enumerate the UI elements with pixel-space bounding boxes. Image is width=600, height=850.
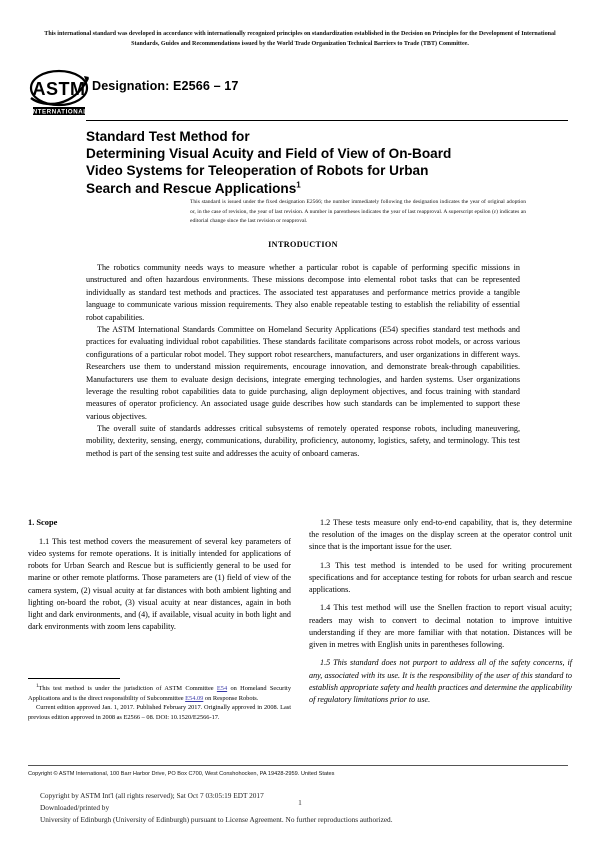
footnote-text-part-3: on Response Robots.	[203, 694, 259, 702]
committee-e54-link[interactable]: E54	[216, 685, 228, 692]
page-title	[86, 128, 556, 197]
introduction-paragraph: The overall suite of standards addresses critical subsystems of remotely operated response robots, including maneuvering, mobility, dexterity, sensing, energy, communications, durability, proficiency, autonomy, logistics, safety, and terminology. This test method is part of the sensing test suite and addresses the acuity of onboard cameras.	[86, 424, 520, 458]
subcommittee-e5409-link[interactable]: E54.09	[185, 694, 204, 702]
footnote-marker: 1	[36, 683, 39, 689]
title-line-4	[86, 180, 556, 197]
introduction-heading: INTRODUCTION	[268, 240, 338, 249]
clause-1-4: 1.4 This test method will use the Snellen fraction to report visual acuity; readers may wish to convert to decimal notation to improve intuitive understanding if they are more familiar with that notation. Distances will be given in metres with English units in parentheses following.	[309, 603, 572, 650]
page-number: 1	[298, 798, 302, 807]
svg-text:INTERNATIONAL: INTERNATIONAL	[30, 108, 88, 116]
copyright-line: Copyright © ASTM International, 100 Barr Harbor Drive, PO Box C700, West Conshohocken, PA 19428-2959. United States	[28, 771, 335, 777]
introduction-body	[86, 262, 520, 460]
license-stamp	[40, 790, 540, 825]
header-divider	[86, 120, 568, 121]
introduction-paragraph: The ASTM International Standards Committee on Homeland Security Applications (E54) specifies standard test methods and practices for evaluating individual robot capabilities. These standards facilitate comparisons across robot models, or across various configurations of a particular robot model. They support robot researchers, manufacturers, and user organizations in different ways. Researchers use them to understand mission requirements, encourage innovation, and demonstrate break-through capabilities. Manufacturers use them to evaluate design decisions, integrate emerging technologies, and harden systems. User organizations leverage the resulting robot capabilities data to guide purchasing, align deployment objectives, and focus training with standard measures of operator proficiency. An associated usage guide describes how such standards can be implemented to support these various objectives.	[86, 324, 520, 421]
stamp-line-1: Copyright by ASTM Int'l (all rights reserved); Sat Oct 7 03:05:19 EDT 2017	[40, 791, 264, 800]
title-footnote-marker: 1	[296, 180, 301, 190]
section-heading-scope: 1. Scope	[28, 518, 58, 527]
astm-logo-icon	[28, 66, 90, 116]
stamp-line-2: Downloaded/printed by	[40, 802, 110, 812]
title-line-1: Standard Test Method for	[86, 129, 250, 144]
right-column	[309, 517, 572, 712]
clause-1-2: 1.2 These tests measure only end-to-end capability, that is, they determine the resolution of the images on the display screen at the operator control unit since that is the important issue for the user.	[309, 518, 572, 552]
footer-divider	[28, 765, 568, 766]
designation-note: This standard is issued under the fixed designation E2566; the number immediately following the designation indicates the year of original adoption or, in the case of revision, the year of last revision. A number in parentheses indicates the year of last reapproval. A superscript epsilon (ε) indicates an editorial change since the last revision or reapproval.	[190, 199, 526, 225]
title-line-4-text: Search and Rescue Applications	[86, 180, 297, 196]
designation-label: Designation: E2566 – 17	[92, 79, 239, 93]
title-line-3: Video Systems for Teleoperation of Robots for Urban	[86, 163, 429, 179]
left-column	[28, 517, 291, 639]
footnote-divider	[28, 678, 120, 679]
footnote-jurisdiction	[28, 684, 291, 703]
introduction-paragraph: The robotics community needs ways to measure whether a particular robot is capable of performing specific missions in unstructured and often hazardous environments. These missions decompose into elemental robot tasks that can be represented individually as standard test methods and practices. The associated test apparatuses and performance metrics provide a tangible language to communicate various mission requirements. They also enable repeatable testing to establish the reliability of essential robot capabilities.	[86, 263, 520, 322]
footnote-text-part-1: This test method is under the jurisdiction of ASTM Committee	[38, 685, 217, 692]
svg-text:ASTM: ASTM	[32, 79, 86, 99]
tbt-notice: This international standard was developed in accordance with internationally recognized principles on standardization established in the Decision on Principles for the Development of International Standards, Guides and Recommendations issued by the World Trade Organization Technical Barriers to Trade (TBT) Committee.	[44, 31, 556, 47]
clause-1-1: 1.1 This test method covers the measurement of several key parameters of video systems for remote operations. It is initially intended for applications of robots for Urban Search and Rescue but is sufficiently general to be used for marine or other remote platforms. Those parameters are (1) field of view of the camera system, (2) visual acuity at far distances with both ambient lighting and lighting on-board the robot, (3) visual acuity at near distances, again in both light and dark environments, and (4), if available, visual acuity in both light and dark environments with zoom lens capability.	[28, 536, 291, 632]
clause-1-5: 1.5 This standard does not purport to address all of the safety concerns, if any, associated with its use. It is the responsibility of the user of this standard to establish appropriate safety and health practices and determine the applicability of regulatory limitations prior to use.	[309, 658, 572, 705]
clause-1-3: 1.3 This test method is intended to be used for writing procurement specifications and for acceptance testing for robots for urban search and rescue applications.	[309, 560, 572, 595]
document-header	[28, 66, 568, 118]
footnote-block	[28, 684, 291, 723]
title-line-2: Determining Visual Acuity and Field of View of On-Board	[86, 146, 452, 162]
footnote-edition: Current edition approved Jan. 1, 2017. Published February 2017. Originally approved in 2008. Last previous edition approved in 2008 as E2566 – 08. DOI: 10.1520/E2566-17.	[28, 704, 291, 722]
footnote-text-part-2: on Homeland Security Applications and is the direct responsibility of Subcommittee	[28, 685, 291, 702]
stamp-line-3: University of Edinburgh (University of Edinburgh) pursuant to License Agreement. No further reproductions authorized.	[40, 814, 393, 824]
